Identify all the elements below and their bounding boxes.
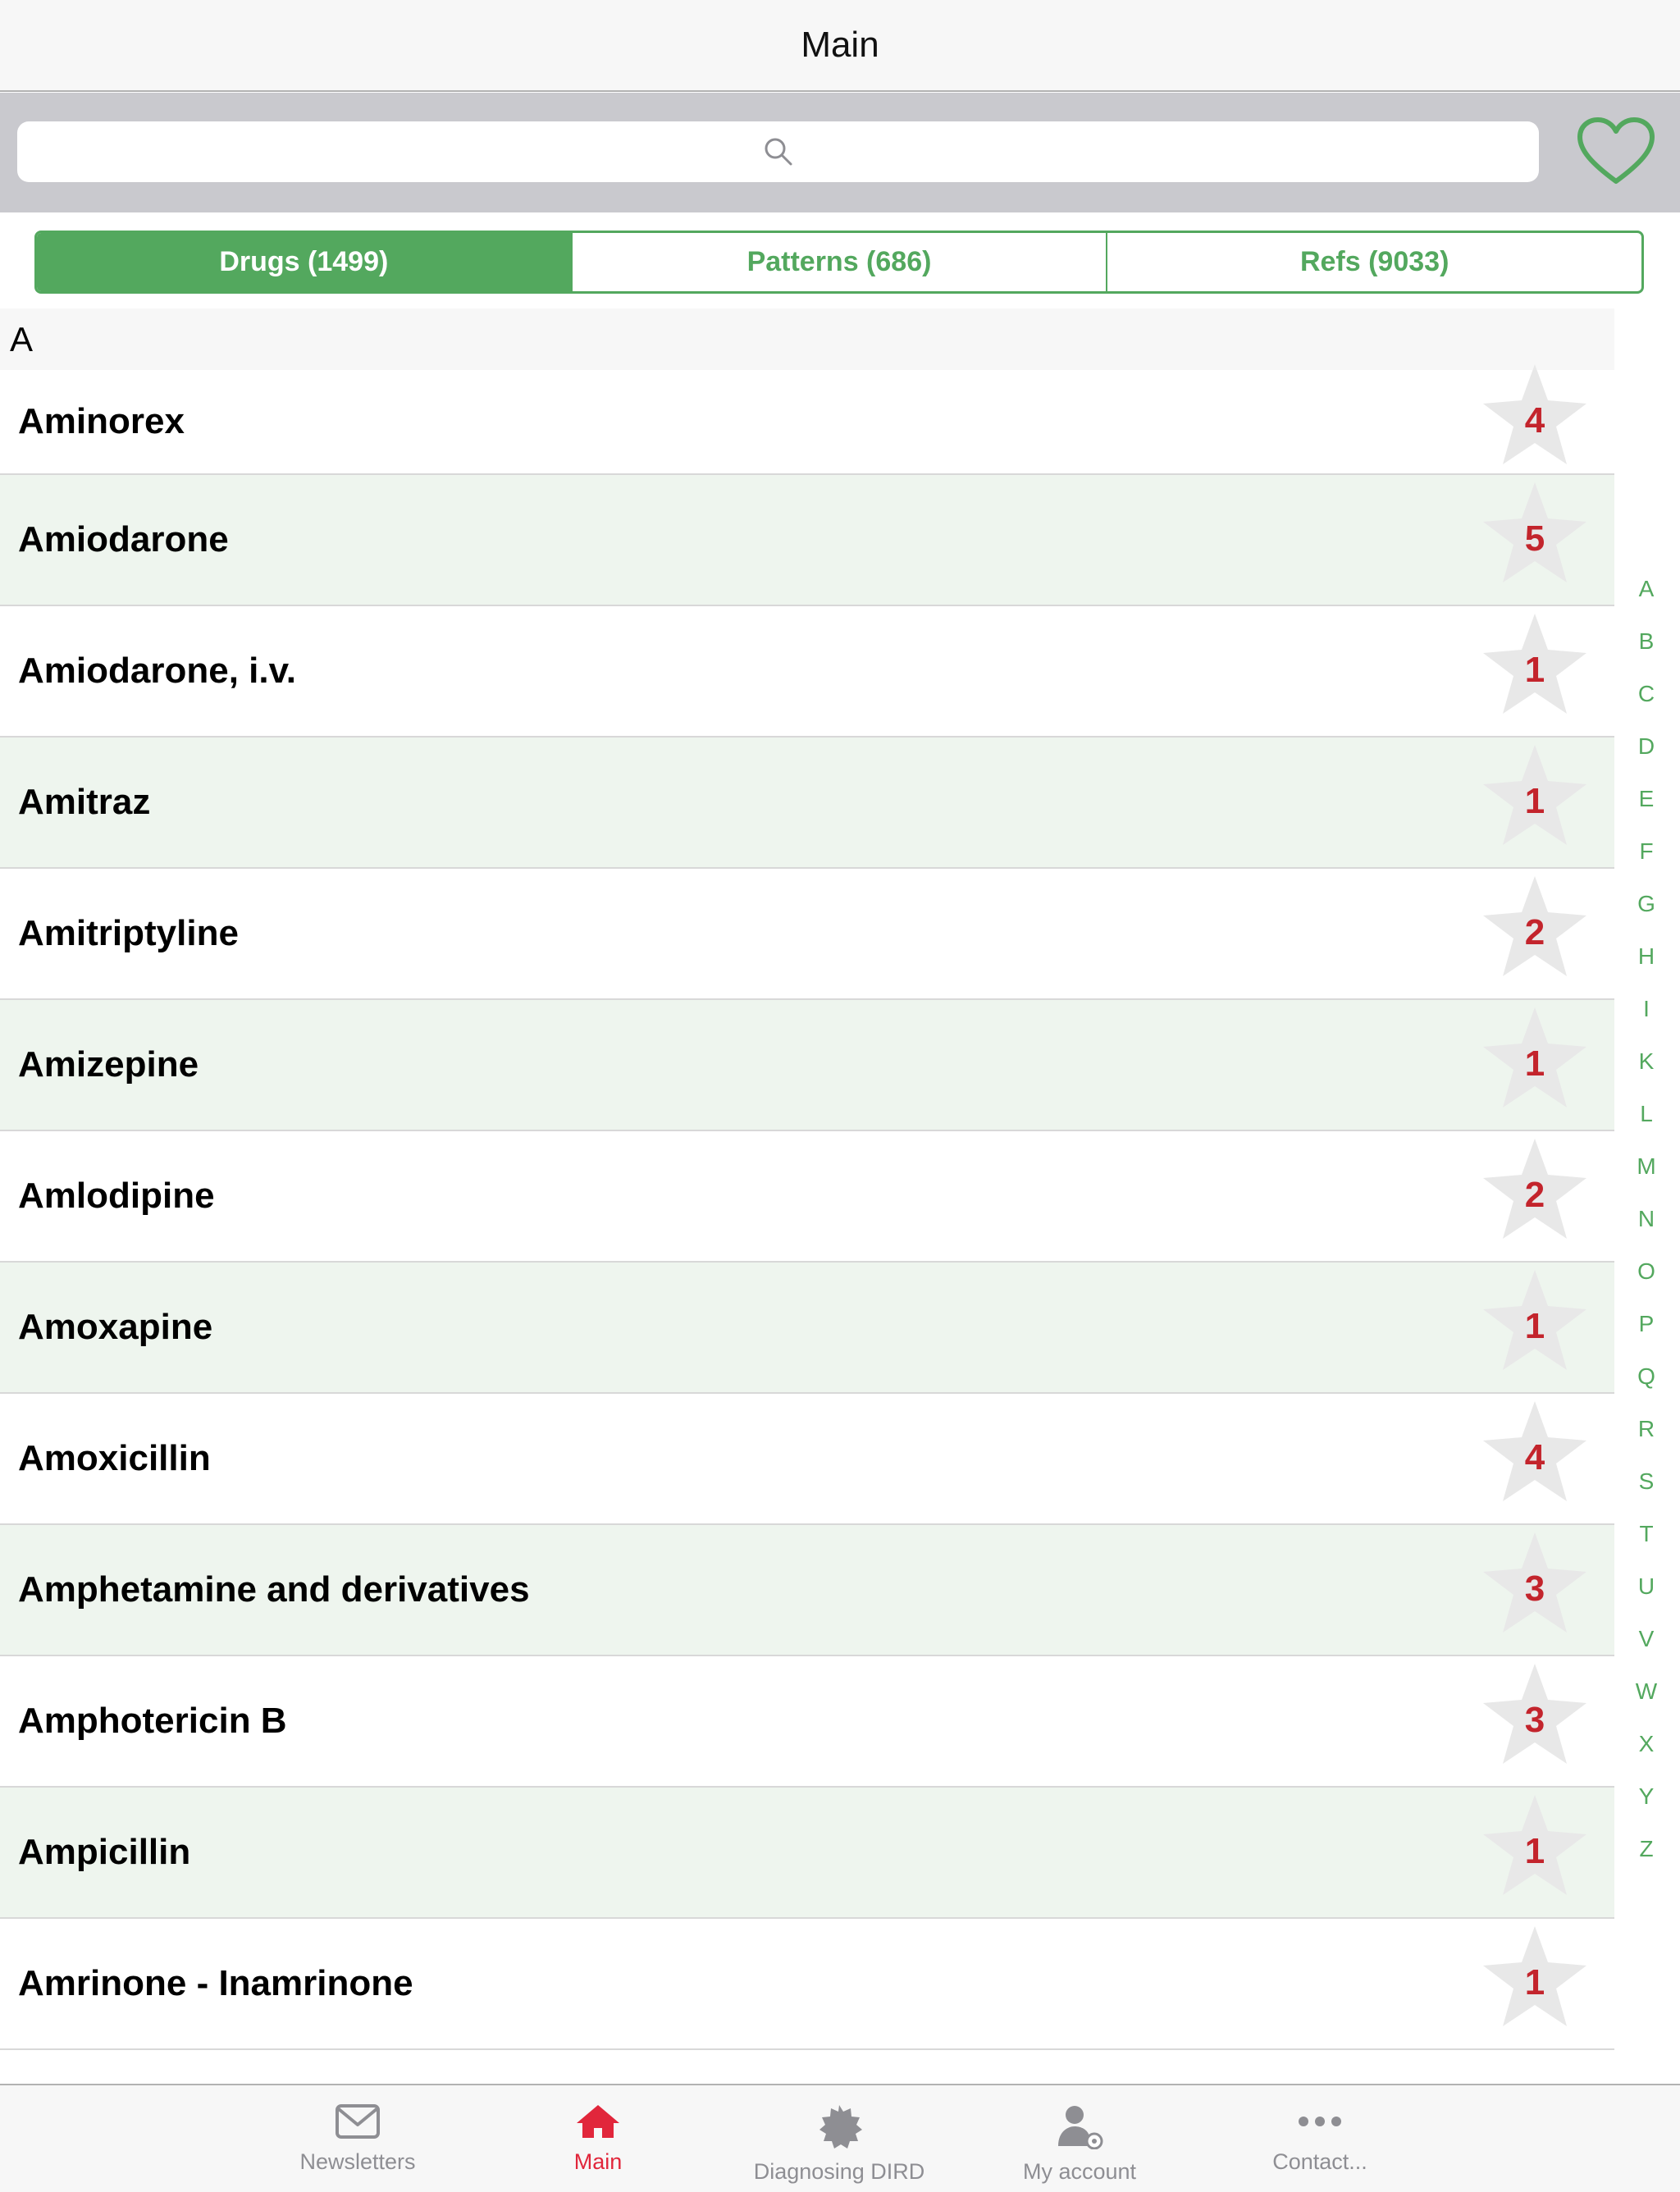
- list-item[interactable]: [0, 1131, 1614, 1263]
- drug-name: Amiodarone: [18, 519, 229, 559]
- rating-star: [1473, 1920, 1596, 2043]
- star-count: 4: [1524, 1437, 1545, 1477]
- segment-refs[interactable]: Refs (9033): [1299, 246, 1449, 277]
- drug-list[interactable]: [0, 308, 1614, 2084]
- rating-star: [1473, 1657, 1596, 1780]
- drug-name: Amitraz: [18, 782, 151, 822]
- drug-name: Ampicillin: [18, 1832, 191, 1872]
- list-item[interactable]: [0, 869, 1614, 1000]
- tab-label: Contact...: [1272, 2149, 1367, 2174]
- index-letter[interactable]: A: [1638, 576, 1655, 601]
- favorites-button[interactable]: [1575, 114, 1657, 190]
- index-letter[interactable]: G: [1637, 891, 1655, 916]
- rating-star: [1473, 607, 1596, 730]
- drug-name: Amoxicillin: [18, 1438, 211, 1478]
- rating-star: [1473, 358, 1596, 481]
- list-item[interactable]: [0, 1000, 1614, 1131]
- search-field[interactable]: [17, 121, 1539, 182]
- drug-name: Amphetamine and derivatives: [18, 1569, 530, 1610]
- index-letter[interactable]: W: [1635, 1678, 1658, 1704]
- index-letter[interactable]: S: [1638, 1468, 1655, 1494]
- list-item[interactable]: [0, 1919, 1614, 2050]
- segment-drugs[interactable]: Drugs (1499): [37, 233, 573, 291]
- tab-main[interactable]: [500, 2085, 696, 2192]
- index-letter[interactable]: N: [1637, 1206, 1655, 1231]
- star-count: 1: [1524, 1306, 1545, 1346]
- drug-name: Amitriptyline: [18, 913, 239, 953]
- star-count: 1: [1524, 1962, 1545, 2002]
- tab-newsletters[interactable]: [259, 2085, 456, 2192]
- rating-star: [1473, 1788, 1596, 1911]
- tab-label: Diagnosing DIRD: [753, 2159, 925, 2184]
- star-count: 1: [1524, 1043, 1545, 1084]
- navigation-bar: [0, 0, 1680, 92]
- drug-name: Aminorex: [18, 401, 185, 441]
- more-icon: [1297, 2103, 1343, 2139]
- rating-star: [1473, 1132, 1596, 1255]
- list-item[interactable]: [0, 475, 1614, 606]
- rating-star: [1473, 1001, 1596, 1124]
- list-item[interactable]: [0, 1263, 1614, 1394]
- list-item[interactable]: [0, 1394, 1614, 1525]
- tab-diagnosing-dird[interactable]: [741, 2085, 938, 2192]
- index-letter[interactable]: R: [1637, 1416, 1655, 1441]
- index-letter[interactable]: X: [1638, 1731, 1655, 1756]
- index-letter[interactable]: E: [1638, 786, 1655, 811]
- badge-icon: [816, 2103, 862, 2149]
- drug-name: Amoxapine: [18, 1307, 213, 1347]
- index-letter[interactable]: C: [1637, 681, 1655, 706]
- tab-label: Main: [573, 2149, 623, 2174]
- index-letter[interactable]: Q: [1637, 1363, 1655, 1389]
- index-letter[interactable]: I: [1643, 996, 1650, 1021]
- star-count: 1: [1524, 781, 1545, 821]
- tab-contact[interactable]: [1221, 2085, 1418, 2192]
- alphabet-index[interactable]: [1618, 563, 1675, 1875]
- star-count: 2: [1524, 1175, 1545, 1215]
- search-bar: [0, 93, 1680, 212]
- drug-name: Amphotericin B: [18, 1701, 287, 1741]
- rating-star: [1473, 738, 1596, 861]
- list-item[interactable]: [0, 1656, 1614, 1788]
- star-count: 5: [1524, 518, 1545, 559]
- envelope-icon: [335, 2103, 381, 2139]
- star-count: 4: [1524, 400, 1545, 441]
- drug-name: Amrinone - Inamrinone: [18, 1963, 413, 2003]
- drug-name: Amiodarone, i.v.: [18, 651, 297, 691]
- index-letter[interactable]: D: [1637, 733, 1655, 759]
- index-letter[interactable]: K: [1638, 1048, 1655, 1074]
- page-title: Main: [801, 25, 879, 65]
- index-letter[interactable]: Z: [1639, 1836, 1654, 1861]
- segmented-control: [34, 231, 1644, 294]
- home-icon: [575, 2103, 621, 2139]
- tab-my-account[interactable]: [981, 2085, 1178, 2192]
- star-count: 2: [1524, 912, 1545, 952]
- index-letter[interactable]: P: [1638, 1311, 1655, 1336]
- star-count: 3: [1524, 1700, 1545, 1740]
- star-count: 3: [1524, 1569, 1545, 1609]
- segment-patterns[interactable]: Patterns (686): [573, 233, 1108, 291]
- search-input[interactable]: [17, 121, 1539, 182]
- rating-star: [1473, 870, 1596, 993]
- list-item[interactable]: [0, 1788, 1614, 1919]
- index-letter[interactable]: H: [1637, 943, 1655, 969]
- rating-star: [1473, 1526, 1596, 1649]
- tab-bar: [0, 2084, 1680, 2192]
- drug-name: Amlodipine: [18, 1176, 215, 1216]
- index-letter[interactable]: Y: [1638, 1783, 1655, 1809]
- section-header: A: [0, 308, 1614, 370]
- index-letter[interactable]: B: [1638, 628, 1655, 654]
- index-letter[interactable]: U: [1637, 1573, 1655, 1599]
- index-letter[interactable]: F: [1639, 838, 1654, 864]
- index-letter[interactable]: O: [1637, 1258, 1655, 1284]
- index-letter[interactable]: T: [1639, 1521, 1654, 1546]
- tab-label: Newsletters: [299, 2149, 416, 2174]
- list-item[interactable]: [0, 370, 1614, 475]
- star-count: 1: [1524, 650, 1545, 690]
- user-settings-icon: [1055, 2103, 1104, 2149]
- index-letter[interactable]: M: [1637, 1153, 1656, 1179]
- list-item[interactable]: [0, 738, 1614, 869]
- heart-icon: [1577, 117, 1655, 186]
- drug-name: Amizepine: [18, 1044, 199, 1085]
- index-letter[interactable]: L: [1640, 1101, 1653, 1126]
- list-item[interactable]: [0, 606, 1614, 738]
- list-item[interactable]: [0, 1525, 1614, 1656]
- tab-label: My account: [1022, 2159, 1137, 2184]
- index-letter[interactable]: V: [1638, 1626, 1655, 1651]
- star-count: 1: [1524, 1831, 1545, 1871]
- rating-star: [1473, 1395, 1596, 1518]
- rating-star: [1473, 476, 1596, 599]
- rating-star: [1473, 1263, 1596, 1386]
